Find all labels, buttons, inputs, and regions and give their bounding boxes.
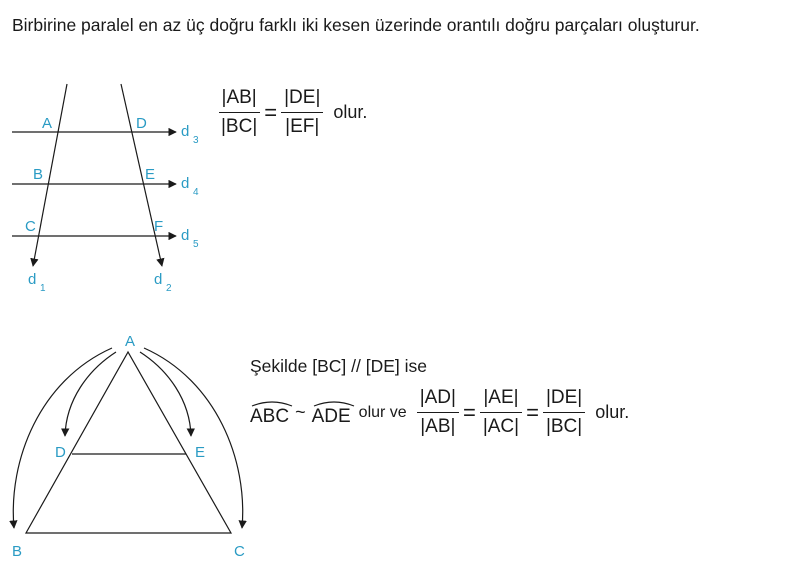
label-B1: B: [33, 166, 44, 183]
label-d4-sub: 4: [193, 187, 199, 198]
f2-denominator: |AC|: [482, 416, 520, 437]
fraction-AE-AC: [480, 386, 522, 439]
angle-ABC: [250, 398, 289, 428]
intro-paragraph: Birbirine paralel en az üç doğru farklı iki kesen üzerinde orantılı doğru parçaları oluşturur.: [12, 15, 700, 35]
f3-denominator: |BC|: [545, 416, 583, 437]
statement-condition: Şekilde [BC] // [DE] ise: [250, 356, 428, 376]
fraction-AD-AB: [417, 386, 459, 439]
label-E1: E: [145, 166, 156, 183]
arc-over-ADE: [312, 398, 356, 408]
arc-A-B: [13, 348, 112, 528]
label-d5-sub: 5: [193, 239, 199, 250]
label-d2: d: [154, 271, 163, 288]
frac2-denominator: |EF|: [285, 116, 320, 137]
formula-1: [218, 86, 367, 139]
tri2-text: ADE: [311, 405, 351, 427]
arc-over-ABC: [250, 398, 294, 408]
arc-A-E: [140, 352, 191, 436]
f1-numerator: |AD|: [417, 386, 459, 413]
line-d2: [121, 84, 162, 266]
label-A2: A: [125, 333, 136, 350]
equals-sign-1: =: [462, 399, 476, 425]
label-C2: C: [234, 543, 245, 560]
formula1-suffix: olur.: [333, 102, 368, 122]
label-d5: d: [181, 227, 190, 244]
label-d1-sub: 1: [40, 283, 46, 294]
label-D2: D: [55, 444, 66, 461]
triangle-ABC: [26, 352, 231, 533]
f3-numerator: |DE|: [543, 386, 585, 413]
formula-2: [250, 386, 629, 439]
frac1-denominator: |BC|: [221, 116, 258, 137]
equals-sign-2: =: [526, 399, 539, 425]
frac1-numerator: |AB|: [219, 86, 260, 113]
label-A1: A: [42, 115, 53, 132]
label-F1: F: [154, 218, 164, 235]
angle-ADE: [312, 398, 351, 428]
label-d3-sub: 3: [193, 135, 199, 146]
label-d3: d: [181, 123, 190, 140]
label-D1: D: [136, 115, 147, 132]
formula2-suffix: olur.: [595, 402, 630, 422]
tri1-text: ABC: [250, 405, 290, 427]
arc-A-D: [65, 352, 116, 436]
label-d2-sub: 2: [166, 283, 172, 294]
fraction-AB-BC: [218, 86, 260, 139]
fraction-DE-BC: [543, 386, 585, 439]
f2-numerator: |AE|: [480, 386, 521, 413]
label-C1: C: [25, 218, 36, 235]
label-d4: d: [181, 175, 190, 192]
frac2-numerator: |DE|: [281, 86, 323, 113]
f1-denominator: |AB|: [420, 416, 456, 437]
label-d1: d: [28, 271, 37, 288]
figure-triangle: [12, 333, 245, 560]
label-E2: E: [195, 444, 206, 461]
fraction-DE-EF: [281, 86, 323, 139]
arc-A-C: [144, 348, 243, 528]
middle-word: olur ve: [358, 403, 407, 421]
similar-sign: ~: [295, 402, 306, 422]
label-B2: B: [12, 543, 23, 560]
equals-sign: =: [264, 99, 278, 125]
